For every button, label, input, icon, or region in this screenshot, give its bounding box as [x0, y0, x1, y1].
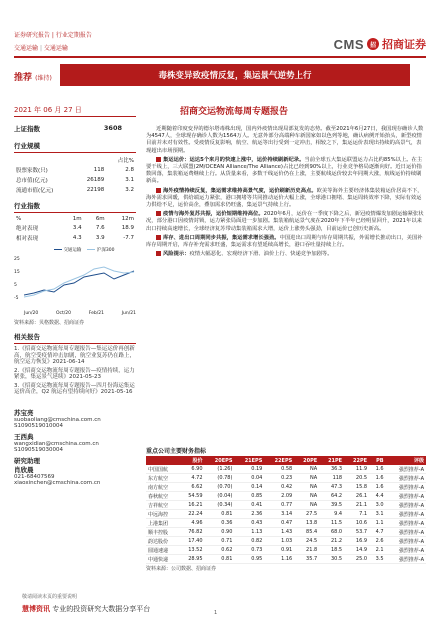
table-cell: 6.62 [179, 483, 204, 492]
table-cell: 4.96 [179, 519, 204, 528]
headline-banner: 毒株变异致疫情反复，集运景气逆势上行 [60, 64, 410, 86]
legend-b: 沪深300 [87, 247, 114, 253]
perf-table [14, 215, 136, 243]
table-cell: 18.5 [319, 546, 344, 555]
series-industry-line [24, 271, 134, 295]
table-cell: 1.1 [369, 519, 386, 528]
table-cell: 2.6 [369, 537, 386, 546]
table-cell: 54.59 [179, 492, 204, 501]
paragraph-5: 库存、进出口周期同步共振，集运需求增长强劲。中国进出口周期与库存周期共振，外需增长推动出口，美国补库存周期开启，库存补充需求旺盛，集运需求有望延续高增长，港口吞吐量持续上行。 [146, 234, 423, 249]
table-cell: 64.2 [319, 492, 344, 501]
table-cell: 35.7 [294, 555, 319, 564]
date-divider [14, 116, 136, 117]
paragraph-intro: 近期随着印度变异的德尔塔毒株出现，国内外疫情出现局部复发的态势。截至2021年6月27日，我国现存确诊人数为4547人，全球现存确诊人数为1564万人。无意外部分高端种车新国家如以色列等地，确认病例开始抬头，新型疫情目前并未对有效性。受疫情反复影响，航空、航运等出行受到一定冲击，相较之下，集运运价表现出持续的高景气，表现超出市场预期。 [146, 126, 424, 154]
table-cell: 0.04 [234, 474, 264, 483]
table-cell: 0.81 [205, 510, 235, 519]
table-cell: 68.0 [319, 528, 344, 537]
table-cell: 118 [319, 474, 344, 483]
perf-header-row: % 1m 6m 12m [16, 216, 134, 222]
table-cell: 11.9 [344, 465, 369, 474]
related-title: 相关报告 [14, 333, 40, 341]
table-cell: 0.62 [205, 546, 235, 555]
table-cell: 0.43 [234, 519, 264, 528]
table-row [146, 483, 426, 492]
table-cell: 4.72 [179, 474, 204, 483]
table-cell: 0.82 [234, 537, 264, 546]
analyst-1 [14, 408, 136, 429]
report-title: 招商交运物流每周专题报告 [180, 107, 289, 117]
table-row: 股票家数(只) 118 2.8 [16, 167, 134, 174]
company-name-cell: 春秋航空 [146, 492, 179, 501]
table-cell: NA [294, 492, 319, 501]
legend-a: 交通运输 [54, 247, 81, 253]
table-cell: NA [294, 465, 319, 474]
table-cell: 0.85 [234, 492, 264, 501]
table-cell: 0.41 [234, 501, 264, 510]
table-cell: (0.78) [205, 474, 235, 483]
logo-en: CMS [333, 36, 364, 52]
analyst-2 [14, 432, 136, 453]
table-row: 绝对表现 3.4 7.6 18.9 [16, 225, 134, 232]
index-label: 上证指数 [14, 125, 40, 133]
table-cell: 21.1 [344, 501, 369, 510]
footer-slogan: 专业的投资研究大数据分享平台 [52, 605, 151, 613]
table-cell: 0.90 [205, 528, 235, 537]
table-cell: 强烈推荐-A [386, 546, 426, 555]
table-cell: 0.71 [205, 537, 235, 546]
table-cell: 30.5 [319, 555, 344, 564]
breadcrumb-industry: 交通运输 | 交通运输 [14, 45, 68, 52]
rating-label: 推荐 [14, 73, 33, 83]
bullet-icon [156, 251, 161, 256]
table-cell: 1.03 [264, 537, 294, 546]
table-cell: 1.6 [369, 474, 386, 483]
chart-legend [54, 247, 114, 253]
table-cell: 6.90 [179, 465, 204, 474]
table-cell: 1.6 [369, 483, 386, 492]
table-cell: 3.14 [264, 510, 294, 519]
table-row: 流通市值(亿元) 22198 3.2 [16, 187, 134, 194]
table-cell: 17.40 [179, 537, 204, 546]
footer-logo-text: 慧博资讯 [22, 605, 50, 613]
company-name-cell: 吉祥航空 [146, 501, 179, 510]
table-cell: 0.42 [264, 483, 294, 492]
assistant-email[interactable]: xiaoxinchen@cmschina.com.cn [14, 479, 101, 486]
table-cell: 强烈推荐-A [386, 483, 426, 492]
table-cell: 76.82 [179, 528, 204, 537]
table-cell: 0.19 [234, 465, 264, 474]
index-row [14, 124, 136, 133]
basic-header-pct: 占比% [117, 158, 134, 164]
footer-brand [22, 604, 150, 614]
company-name-cell: 上港集团 [146, 519, 179, 528]
table-cell: 39.5 [319, 501, 344, 510]
table-row: 相对表现 4.3 3.9 -7.7 [16, 235, 134, 242]
table-cell: 21.2 [319, 537, 344, 546]
table-cell: 强烈推荐-A [386, 474, 426, 483]
table-cell: 3.0 [369, 501, 386, 510]
table-cell: 4.4 [369, 492, 386, 501]
table-row [146, 555, 426, 564]
company-name-cell: 顺丰控股 [146, 528, 179, 537]
table-cell: 1.16 [264, 555, 294, 564]
table-cell: 强烈推荐-A [386, 510, 426, 519]
table-cell: (0.70) [205, 483, 235, 492]
table-cell: 36.3 [319, 465, 344, 474]
table-cell: 强烈推荐-A [386, 519, 426, 528]
rating [14, 70, 52, 83]
basic-data-title: 行业规模 [14, 142, 40, 150]
table-cell: 0.95 [234, 555, 264, 564]
table-cell: 强烈推荐-A [386, 465, 426, 474]
table-cell: 4.7 [369, 528, 386, 537]
sidebar [14, 124, 136, 486]
bullet-icon [156, 157, 161, 162]
table-cell: 27.5 [294, 510, 319, 519]
basic-header-row [14, 155, 136, 165]
table-row [146, 519, 426, 528]
table-cell: NA [294, 501, 319, 510]
perf-divider [14, 212, 136, 213]
table-cell: 2.09 [264, 492, 294, 501]
table-cell: 28.95 [179, 555, 204, 564]
table-cell: 0.36 [205, 519, 235, 528]
table-cell: 1.13 [234, 528, 264, 537]
table-row [146, 537, 426, 546]
table-cell: 2.36 [234, 510, 264, 519]
chart-source: 资料来源：贝格数据、招商证券 [14, 320, 85, 326]
bullet-icon [156, 211, 161, 216]
perf-title: 行业指数 [14, 202, 40, 210]
breadcrumb-type: 证券研究报告 | 行业定期报告 [14, 32, 92, 39]
related-report-1[interactable]: 1.《招商交运物流每周专题报告—集运运价再创新高，航空受疫情冲击加剧，航空业复苏仍在路上，航空运力恢复》2021-06-14 [14, 346, 136, 365]
cms-logo [334, 36, 426, 52]
performance-chart [14, 247, 136, 319]
financial-table [146, 456, 426, 564]
footer-note: 敬请阅读末页的重要说明 [22, 594, 78, 600]
table-cell: 强烈推荐-A [386, 537, 426, 546]
basic-data-table [14, 155, 136, 195]
table-row [146, 528, 426, 537]
series-hs300-line [24, 267, 134, 297]
analyst-email[interactable]: suobaoliang@cmschina.com.cn [14, 416, 101, 423]
table-cell: (1.26) [205, 465, 235, 474]
logo-circle-icon: 招 [367, 38, 379, 50]
table-cell: 0.23 [264, 474, 294, 483]
table-row [146, 510, 426, 519]
company-name-cell: 南方航空 [146, 483, 179, 492]
table-cell: 0.58 [264, 465, 294, 474]
index-value: 3608 [103, 124, 122, 132]
table-cell: 强烈推荐-A [386, 528, 426, 537]
table-cell: 0.91 [264, 546, 294, 555]
table-cell: 0.81 [205, 555, 235, 564]
company-name-cell: 东方航空 [146, 474, 179, 483]
table-cell: 3.1 [369, 510, 386, 519]
table-cell: 0.14 [234, 483, 264, 492]
table-cell: 15.8 [344, 483, 369, 492]
table-cell: 25.0 [344, 555, 369, 564]
table-row [146, 465, 426, 474]
related-report-3[interactable]: 3.《招商交运物流每周专题报告—四月份海运集运运价高企，Q2 航运有望持续向好》2021-05-16 [14, 382, 135, 395]
assistant-title: 研究助理 [14, 456, 40, 465]
breadcrumb-industry-b: 交通运输 [43, 45, 68, 52]
table-cell: 22.24 [179, 510, 204, 519]
company-name-cell: 韵达股份 [146, 537, 179, 546]
table-cell: 20.5 [344, 474, 369, 483]
paragraph-6: 风险提示：疫情大幅恶化、宏观经济下滑、油价上行、快递竞争加剧等。 [146, 251, 426, 258]
related-report-2[interactable]: 2.《招商交运物流每周专题报告—疫情持续，运力紧张，集运景气延续》2021-05-23 [14, 367, 135, 380]
bullet-icon [156, 188, 161, 193]
report-date: 2021 年 06 月 27 日 [14, 106, 82, 114]
table-cell: 强烈推荐-A [386, 501, 426, 510]
assistant [14, 456, 136, 486]
page-number: 1 [214, 610, 218, 616]
paragraph-4: 疫情与海外复苏共振，运价短期维持高位。2020年6月，运价在一季度下降之后，新冠疫情爆发加剧运输紧张状况，部分港口因疫情封锁，运力紧张局面进一步加剧。集装箱航运景气度在2020年下半年已经明显回升，2021年以来出口持续高速增长，全球经济复苏带动集装箱需求大增，运价上涨势头强劲，目前运价已创历史新高。 [146, 211, 424, 232]
assistant-name: 肖欣晨 [14, 465, 34, 474]
company-name-cell: 圆通速递 [146, 546, 179, 555]
table-row: 总市值(亿元) 26189 3.1 [16, 177, 134, 184]
table-cell: 47.3 [319, 483, 344, 492]
chart-plot [24, 255, 136, 311]
table-cell: 26.1 [344, 492, 369, 501]
table-title: 重点公司主要财务指标 [146, 448, 207, 455]
paragraph-3: 海外疫情持续反复，集运需求维持高景气度，运价刷新历史高点。欧美等海外主要经济体集装箱运价居高不下，海外需求回暖，供给端运力紧张，港口拥堵等共同推动运价大幅上涨，全球港口拥堵、集运周转效率下降，实际有效运力供给不足，运价高企，叠加需求仍旺盛，集运景气持续上行。 [146, 187, 423, 209]
table-cell: 1.43 [264, 528, 294, 537]
paragraph-2: 集运运价：运达5个来月的快速上涨中，运价持续刷新纪录。当前全球五大集运联盟运力占比约85%以上。在主要干线上，三大联盟(2M/OCEAN Alliance/The Alliance)占比已经到90%以上，行业竞争格局逐渐向好。近日运价指数回落，集装箱运费继续上行。从货量来看，多数干线运价仍在上涨，主要航线运价较去年同期大涨，航线运价持续刷新高。 [146, 156, 423, 185]
financial-section [146, 446, 426, 572]
table-cell: 3.5 [369, 555, 386, 564]
assistant-phone: 021-68407569 [14, 473, 55, 480]
table-cell: 24.5 [294, 537, 319, 546]
analyst-name: 苏宝亮 [14, 408, 34, 417]
table-cell: 强烈推荐-A [386, 492, 426, 501]
table-cell: 9.4 [319, 510, 344, 519]
table-cell: 0.47 [264, 519, 294, 528]
table-cell: 7.1 [344, 510, 369, 519]
table-cell: 1.6 [369, 465, 386, 474]
table-cell: 14.9 [344, 546, 369, 555]
table-cell: 0.77 [264, 501, 294, 510]
table-row [146, 492, 426, 501]
table-cell: 16.21 [179, 501, 204, 510]
table-cell: (0.34) [205, 501, 235, 510]
chart-x-ticks: Jun/20 Oct/20 Feb/21 Jun/21 [24, 311, 136, 316]
basic-divider [14, 152, 136, 153]
table-source: 资料来源：公司数据、招商证券 [146, 566, 217, 572]
table-row [146, 501, 426, 510]
table-cell: (0.04) [205, 492, 235, 501]
table-cell: 13.8 [294, 519, 319, 528]
table-cell: NA [294, 483, 319, 492]
table-cell: 0.73 [234, 546, 264, 555]
rating-sub: (维持) [35, 75, 52, 82]
table-cell: 53.7 [344, 528, 369, 537]
related-divider [14, 343, 136, 344]
company-name-cell: 中远海控 [146, 510, 179, 519]
table-cell: 10.6 [344, 519, 369, 528]
table-cell: 21.8 [294, 546, 319, 555]
table-cell: NA [294, 474, 319, 483]
company-name-cell: 中通快递 [146, 555, 179, 564]
analyst-id: S1090519030004 [14, 446, 63, 453]
logo-cn: 招商证券 [382, 38, 426, 51]
table-cell: 16.9 [344, 537, 369, 546]
analyst-name: 王西典 [14, 432, 34, 441]
table-row [146, 474, 426, 483]
analyst-id: S1090519010004 [14, 422, 63, 429]
chart-y-ticks: 25 15 5 -5 [14, 257, 20, 301]
breadcrumb-industry-a: 交通运输 [14, 45, 39, 52]
table-cell: 13.52 [179, 546, 204, 555]
table-cell: 强烈推荐-A [386, 555, 426, 564]
analyst-email[interactable]: wangxidian@cmschina.com.cn [14, 440, 99, 447]
company-name-cell: 中国国航 [146, 465, 179, 474]
header-divider [14, 56, 426, 58]
bullet-icon [156, 235, 161, 240]
table-cell: 2.1 [369, 546, 386, 555]
main-body [146, 126, 426, 260]
table-cell: 85.4 [294, 528, 319, 537]
table-cell: 11.5 [319, 519, 344, 528]
table-row [146, 546, 426, 555]
table-header-row: 股价 20EPS 21EPS 22EPS 20PE 21PE 22PE PB 评级 [146, 456, 426, 465]
